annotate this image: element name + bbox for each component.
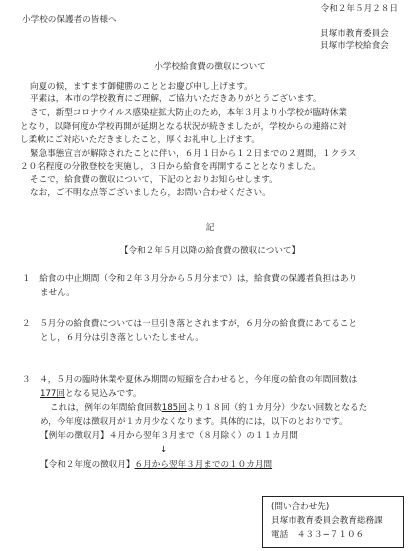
recipient-line: 小学校の保護者の皆様へ [22,15,117,25]
down-arrow-icon: ↓ [160,445,168,455]
item-3-line3-start: これは，例年の年間給食回数 [50,403,162,413]
section-title: 【令和２年５月以降の給食費の徴収について】 [119,246,301,256]
meal-count-usual-year: 185回 [161,403,187,413]
covid-paragraph-line1: さて，新型コロナウイルス感染症拡大防止のため，本年３月より小学校が臨時休業 [30,108,347,118]
item-3-line3 [50,404,367,414]
item-2-line1: ２ ５月分の給食費については一旦引き落とされますが，６月分の給食費にあてること [22,319,357,329]
contact-box [262,496,404,548]
meal-count-this-year: 177回 [40,389,65,399]
emergency-paragraph-line2: ２０名程度の分散登校を実施し，３日から給食を再開することとなりました。 [20,162,321,172]
thanks-paragraph: 平素は，本市の学校教育にご理解，ご協力いただきありがとうございます。 [30,94,322,104]
covid-paragraph-line3: し柔軟にご対応いただきましたこと，厚くお礼申し上げます。 [20,135,260,145]
reiwa2-collection-label: 【令和２年度の徴収月】 [40,460,135,470]
item-1-line2: ません。 [40,288,75,298]
item-3-line4: め，今年度は徴収月が１カ月少なくなります。具体的には，以下のとおりです。 [40,417,348,427]
contact-department: 貝塚市教育委員会教育総務課 [271,516,383,526]
notice-paragraph: そこで，給食費の徴収について，下記のとおりお知らせします。 [30,175,278,185]
usual-collection-months: 【例年の徴収月】４月から翌年３月まで（８月除く）の１１カ月間 [40,431,298,441]
greeting-paragraph: 向夏の候，ますます御健勝のこととお慶び申し上げます。 [30,82,253,92]
inquiry-paragraph: なお，ご不明な点等ございましたら，お問い合わせください。 [30,188,271,198]
item-2-line2: とし，６月分は引き落としいたしません。 [40,333,204,343]
item-3-line3-end: より１８回（約１カ月分）少ない回数となるた [186,403,368,413]
item-3-line2-rest: となる見込みです。 [65,389,142,399]
item-1-line1: １ 給食の中止期間（令和２年３月分から５月分まで）は，給食費の保護者負担はあり [22,274,358,284]
item-3-line1: ３ ４，５月の臨時休業や夏休み期間の短縮を合わせると，今年度の給食の年間回数は [22,375,358,385]
covid-paragraph-line2: となり，以降何度か学校再開が延期となる状況が続きましたが，学校からの連絡に対 [20,122,347,132]
reiwa2-collection-period: ６月から翌年３月までの１０カ月間 [134,460,273,470]
sender-department: 貝塚市学校給食会 [320,41,389,51]
reiwa2-collection-months [40,461,272,471]
emergency-paragraph-line1: 緊急事態宣言が解除されたことに伴い，６月１日から１２日までの２週間，１クラス [30,149,357,159]
document-title: 小学校給食費の徴収について [154,62,266,72]
contact-heading: (問い合わせ先) [271,502,330,512]
item-3-line2 [40,390,142,400]
document-date: 令和２年５月２８日 [320,4,398,14]
sender-organization: 貝塚市教育委員会 [320,29,389,39]
contact-phone: 電話 ４３３−７１０６ [271,530,365,540]
ki-marker: 記 [205,223,215,233]
